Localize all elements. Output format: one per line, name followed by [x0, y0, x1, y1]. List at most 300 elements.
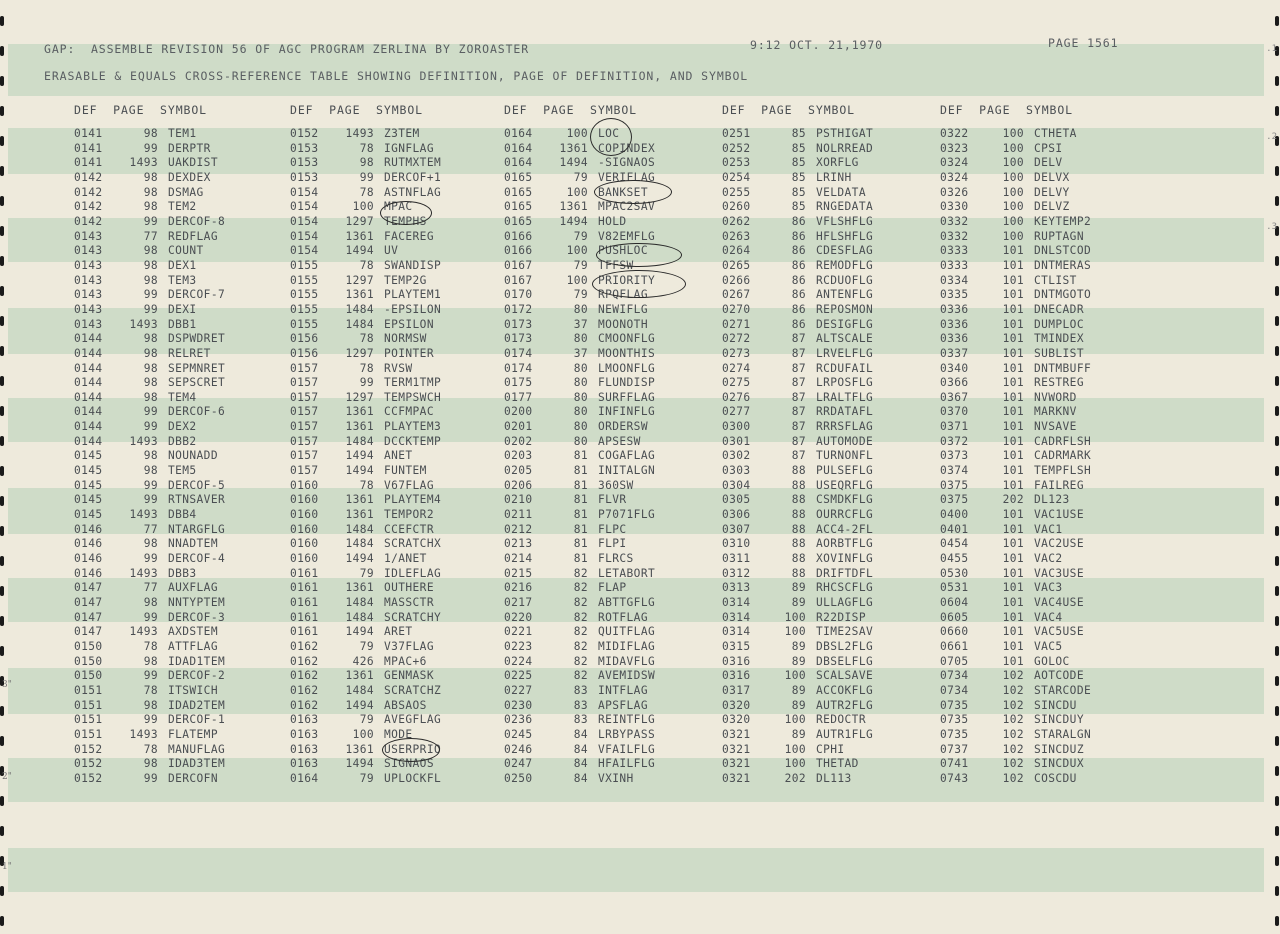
page-cell: 1484 — [345, 610, 374, 624]
feed-hole — [1275, 526, 1279, 536]
feed-hole — [0, 16, 4, 26]
xref-row — [940, 362, 1091, 377]
xref-row — [74, 405, 225, 420]
symbol-cell: TEM3 — [168, 273, 197, 287]
symbol-cell: LRPOSFLG — [816, 376, 874, 390]
page-cell: 102 — [1002, 742, 1024, 756]
xref-row — [940, 318, 1091, 333]
xref-row — [940, 669, 1091, 684]
xref-row — [940, 640, 1091, 655]
def-cell: 0302 — [722, 449, 751, 463]
def-cell: 0144 — [74, 376, 103, 390]
page-cell: 83 — [573, 698, 588, 712]
page-cell: 1361 — [345, 742, 374, 756]
xref-row — [504, 684, 655, 699]
xref-row — [290, 479, 441, 494]
xref-row — [74, 127, 225, 142]
xref-row — [74, 523, 225, 538]
symbol-cell: DELVX — [1034, 170, 1070, 184]
def-cell: 0142 — [74, 185, 103, 199]
page-cell: 87 — [791, 376, 806, 390]
feed-hole — [1275, 16, 1279, 26]
xref-row — [940, 493, 1091, 508]
page-cell: 78 — [359, 141, 374, 155]
xref-row — [940, 684, 1091, 699]
page-cell: 80 — [573, 302, 588, 316]
xref-row — [504, 537, 655, 552]
def-cell: 0324 — [940, 156, 969, 170]
symbol-cell: TEMP2G — [384, 273, 427, 287]
symbol-cell: SINCDU — [1034, 698, 1077, 712]
symbol-cell: AUTOMODE — [816, 434, 874, 448]
symbol-cell: REINTFLG — [598, 713, 656, 727]
xref-row — [722, 200, 873, 215]
def-cell: 0314 — [722, 596, 751, 609]
page-cell: 100 — [1002, 214, 1024, 228]
def-cell: 0162 — [290, 698, 319, 712]
page-cell: 1494 — [345, 552, 374, 566]
page-cell: 101 — [1002, 302, 1024, 316]
page-cell: 80 — [573, 332, 588, 346]
xref-row — [74, 171, 225, 186]
xref-row — [940, 757, 1091, 772]
feed-hole — [0, 646, 4, 656]
def-cell: 0336 — [940, 317, 969, 331]
symbol-cell: KEYTEMP2 — [1034, 214, 1092, 228]
symbol-cell: MIDIFLAG — [598, 639, 656, 653]
def-cell: 0157 — [290, 420, 319, 434]
xref-row — [290, 669, 441, 684]
page-cell: 86 — [791, 214, 806, 228]
xref-row — [722, 479, 873, 494]
symbol-cell: RUTMXTEM — [384, 156, 442, 170]
page-cell: 101 — [1002, 654, 1024, 668]
xref-row — [940, 596, 1091, 611]
def-cell: 0370 — [940, 405, 969, 419]
def-cell: 0251 — [722, 127, 751, 140]
page-cell: 98 — [143, 346, 158, 360]
xref-row — [940, 186, 1091, 201]
symbol-cell: TEM4 — [168, 390, 197, 404]
def-cell: 0735 — [940, 713, 969, 727]
feed-hole — [0, 586, 4, 596]
xref-row — [74, 303, 225, 318]
symbol-cell: FLAP — [598, 581, 627, 595]
symbol-cell: DNLSTCOD — [1034, 244, 1092, 258]
xref-row — [504, 743, 655, 758]
page-cell: 79 — [573, 229, 588, 243]
page-cell: 100 — [784, 669, 806, 683]
page-cell: 1484 — [345, 522, 374, 536]
page-cell: 100 — [784, 625, 806, 639]
def-cell: 0277 — [722, 405, 751, 419]
page-cell: 98 — [143, 332, 158, 346]
feed-hole — [1275, 166, 1279, 176]
xref-row — [290, 655, 441, 670]
ink-circle — [596, 243, 682, 267]
margin-mark: 3" — [2, 680, 12, 690]
xref-row — [74, 142, 225, 157]
xref-row — [722, 127, 873, 142]
def-cell: 0316 — [722, 654, 751, 668]
feed-hole — [0, 436, 4, 446]
symbol-cell: FAILREG — [1034, 478, 1084, 492]
def-cell: 0375 — [940, 493, 969, 507]
xref-row — [74, 391, 225, 406]
page-cell: 100 — [1002, 127, 1024, 140]
def-cell: 0314 — [722, 610, 751, 624]
xref-row — [290, 318, 441, 333]
page-cell: 84 — [573, 727, 588, 741]
def-cell: 0322 — [940, 127, 969, 140]
def-cell: 0605 — [940, 610, 969, 624]
page-cell: 101 — [1002, 244, 1024, 258]
feed-hole — [1275, 706, 1279, 716]
symbol-cell: ABTTGFLG — [598, 596, 656, 609]
def-cell: 0143 — [74, 317, 103, 331]
def-cell: 0272 — [722, 332, 751, 346]
def-cell: 0260 — [722, 200, 751, 214]
page-cell: 99 — [359, 170, 374, 184]
xref-row — [74, 376, 225, 391]
xref-column-3 — [504, 103, 656, 787]
feed-hole — [1275, 406, 1279, 416]
xref-row — [504, 391, 655, 406]
page-cell: 78 — [359, 185, 374, 199]
xref-row — [290, 493, 441, 508]
feed-hole — [1275, 376, 1279, 386]
feed-hole — [0, 286, 4, 296]
ink-circle — [590, 118, 632, 156]
xref-row — [74, 581, 225, 596]
symbol-cell: DELVZ — [1034, 200, 1070, 214]
page-cell: 1361 — [559, 141, 588, 155]
def-cell: 0236 — [504, 713, 533, 727]
symbol-cell: SINCDUZ — [1034, 742, 1084, 756]
def-cell: 0267 — [722, 288, 751, 302]
page-cell: 87 — [791, 361, 806, 375]
symbol-cell: NNTYPTEM — [168, 596, 226, 609]
def-cell: 0330 — [940, 200, 969, 214]
def-cell: 0333 — [940, 244, 969, 258]
xref-row — [504, 581, 655, 596]
symbol-cell: REDFLAG — [168, 229, 218, 243]
page-cell: 100 — [1002, 170, 1024, 184]
def-cell: 0147 — [74, 581, 103, 595]
symbol-cell: AVEMIDSW — [598, 669, 656, 683]
xref-row — [722, 625, 873, 640]
xref-row — [504, 699, 655, 714]
xref-row — [504, 376, 655, 391]
symbol-cell: R22DISP — [816, 610, 866, 624]
xref-row — [290, 552, 441, 567]
symbol-cell: CADRFLSH — [1034, 434, 1092, 448]
page-cell: 1361 — [345, 581, 374, 595]
xref-row — [74, 640, 225, 655]
symbol-cell: DL113 — [816, 771, 852, 785]
symbol-cell: TMINDEX — [1034, 332, 1084, 346]
page-cell: 99 — [143, 552, 158, 566]
xref-row — [940, 699, 1091, 714]
symbol-cell: MPAC2SAV — [598, 200, 656, 214]
page-cell: 1361 — [559, 200, 588, 214]
listing-page: PAGE 1561 — [1048, 36, 1119, 50]
def-cell: 0157 — [290, 376, 319, 390]
xref-row — [722, 537, 873, 552]
page-cell: 77 — [143, 581, 158, 595]
page-cell: 99 — [143, 288, 158, 302]
xref-row — [940, 420, 1091, 435]
page-cell: 87 — [791, 332, 806, 346]
symbol-cell: AORBTFLG — [816, 537, 874, 551]
symbol-cell: INTFLAG — [598, 683, 648, 697]
page-cell: 1361 — [345, 493, 374, 507]
feed-hole — [0, 166, 4, 176]
symbol-cell: -EPSILON — [384, 302, 442, 316]
def-cell: 0143 — [74, 302, 103, 316]
page-cell: 77 — [143, 229, 158, 243]
page-cell: 101 — [1002, 376, 1024, 390]
symbol-cell: CDESFLAG — [816, 244, 874, 258]
symbol-cell: MPAC — [384, 200, 413, 214]
xref-row — [722, 655, 873, 670]
def-cell: 0162 — [290, 669, 319, 683]
feed-hole — [1275, 346, 1279, 356]
symbol-cell: MPAC+6 — [384, 654, 427, 668]
def-cell: 0157 — [290, 405, 319, 419]
def-cell: 0154 — [290, 185, 319, 199]
page-cell: 101 — [1002, 273, 1024, 287]
symbol-cell: DESIGFLG — [816, 317, 874, 331]
def-cell: 0454 — [940, 537, 969, 551]
symbol-cell: TEM5 — [168, 464, 197, 478]
def-cell: 0144 — [74, 390, 103, 404]
feed-hole — [1275, 886, 1279, 896]
xref-row — [722, 596, 873, 611]
xref-row — [722, 640, 873, 655]
symbol-cell: TIME2SAV — [816, 625, 874, 639]
page-cell: 102 — [1002, 713, 1024, 727]
page-cell: 80 — [573, 361, 588, 375]
symbol-cell: FLRCS — [598, 552, 634, 566]
def-cell: 0154 — [290, 229, 319, 243]
symbol-cell: FLUNDISP — [598, 376, 656, 390]
page-cell: 82 — [573, 596, 588, 609]
page-cell: 98 — [143, 757, 158, 771]
symbol-cell: DSPWDRET — [168, 332, 226, 346]
def-cell: 0152 — [74, 771, 103, 785]
xref-row — [74, 625, 225, 640]
page-cell: 100 — [352, 200, 374, 214]
xref-row — [290, 274, 441, 289]
symbol-cell: V82EMFLG — [598, 229, 656, 243]
def-cell: 0153 — [290, 156, 319, 170]
symbol-cell: REMODFLG — [816, 258, 874, 272]
xref-row — [504, 493, 655, 508]
column-header: DEF PAGE SYMBOL — [504, 103, 638, 117]
symbol-cell: ABSAOS — [384, 698, 427, 712]
def-cell: 0317 — [722, 683, 751, 697]
page-cell: 102 — [1002, 757, 1024, 771]
symbol-cell: PUSHLOC — [598, 244, 648, 258]
def-cell: 0254 — [722, 170, 751, 184]
symbol-cell: USERPRIO — [384, 742, 442, 756]
xref-row — [722, 552, 873, 567]
def-cell: 0273 — [722, 346, 751, 360]
def-cell: 0153 — [290, 170, 319, 184]
def-cell: 0301 — [722, 434, 751, 448]
xref-row — [940, 537, 1091, 552]
page-cell: 1493 — [129, 156, 158, 170]
xref-row — [74, 435, 225, 450]
page-cell: 82 — [573, 610, 588, 624]
symbol-cell: VAC5 — [1034, 639, 1063, 653]
def-cell: 0143 — [74, 288, 103, 302]
def-cell: 0735 — [940, 698, 969, 712]
symbol-cell: UPLOCKFL — [384, 771, 442, 785]
xref-row — [290, 611, 441, 626]
xref-row — [722, 244, 873, 259]
def-cell: 0270 — [722, 302, 751, 316]
def-cell: 0212 — [504, 522, 533, 536]
def-cell: 0143 — [74, 258, 103, 272]
symbol-cell: CTLIST — [1034, 273, 1077, 287]
feed-hole — [1275, 496, 1279, 506]
def-cell: 0315 — [722, 639, 751, 653]
feed-hole — [1275, 586, 1279, 596]
def-cell: 0401 — [940, 522, 969, 536]
xref-row — [504, 347, 655, 362]
xref-row — [940, 713, 1091, 728]
def-cell: 0173 — [504, 332, 533, 346]
symbol-cell: PRIORITY — [598, 273, 656, 287]
symbol-cell: VERIFLAG — [598, 170, 656, 184]
def-cell: 0165 — [504, 200, 533, 214]
page-cell: 78 — [143, 639, 158, 653]
def-cell: 0230 — [504, 698, 533, 712]
page-cell: 89 — [791, 698, 806, 712]
def-cell: 0155 — [290, 288, 319, 302]
feed-hole — [1275, 616, 1279, 626]
page-cell: 101 — [1002, 405, 1024, 419]
def-cell: 0306 — [722, 508, 751, 522]
def-cell: 0530 — [940, 566, 969, 580]
def-cell: 0147 — [74, 596, 103, 609]
def-cell: 0163 — [290, 742, 319, 756]
page-cell: 98 — [143, 464, 158, 478]
def-cell: 0161 — [290, 625, 319, 639]
page-cell: 80 — [573, 376, 588, 390]
def-cell: 0147 — [74, 625, 103, 639]
def-cell: 0264 — [722, 244, 751, 258]
xref-row — [722, 405, 873, 420]
xref-row — [722, 669, 873, 684]
def-cell: 0310 — [722, 537, 751, 551]
symbol-cell: IDAD2TEM — [168, 698, 226, 712]
column-header: DEF PAGE SYMBOL — [722, 103, 856, 117]
symbol-cell: IGNFLAG — [384, 141, 434, 155]
xref-row — [722, 713, 873, 728]
page-cell: 101 — [1002, 478, 1024, 492]
def-cell: 0271 — [722, 317, 751, 331]
feed-hole — [1275, 826, 1279, 836]
symbol-cell: INFINFLG — [598, 405, 656, 419]
page-cell: 79 — [573, 170, 588, 184]
xref-row — [290, 684, 441, 699]
feed-hole — [1275, 856, 1279, 866]
ink-circle — [382, 738, 440, 762]
symbol-cell: FACEREG — [384, 229, 434, 243]
symbol-cell: OUTHERE — [384, 581, 434, 595]
def-cell: 0157 — [290, 434, 319, 448]
symbol-cell: DERCOF+1 — [384, 170, 442, 184]
def-cell: 0214 — [504, 552, 533, 566]
symbol-cell: 360SW — [598, 478, 634, 492]
page-cell: 87 — [791, 449, 806, 463]
symbol-cell: PULSEFLG — [816, 464, 874, 478]
page-cell: 80 — [573, 390, 588, 404]
xref-row — [940, 405, 1091, 420]
page-cell: 1484 — [345, 302, 374, 316]
def-cell: 0144 — [74, 405, 103, 419]
symbol-cell: VAC2 — [1034, 552, 1063, 566]
def-cell: 0172 — [504, 302, 533, 316]
def-cell: 0216 — [504, 581, 533, 595]
def-cell: 0174 — [504, 346, 533, 360]
page-cell: 99 — [143, 214, 158, 228]
page-cell: 80 — [573, 434, 588, 448]
page-cell: 88 — [791, 493, 806, 507]
xref-row — [504, 713, 655, 728]
xref-row — [722, 274, 873, 289]
def-cell: 0221 — [504, 625, 533, 639]
xref-row — [74, 772, 225, 787]
def-cell: 0203 — [504, 449, 533, 463]
def-cell: 0165 — [504, 170, 533, 184]
symbol-cell: DEX1 — [168, 258, 197, 272]
def-cell: 0660 — [940, 625, 969, 639]
def-cell: 0163 — [290, 713, 319, 727]
xref-row — [74, 655, 225, 670]
xref-row — [722, 420, 873, 435]
xref-row — [74, 156, 225, 171]
page-cell: 101 — [1002, 596, 1024, 609]
xref-row — [504, 567, 655, 582]
def-cell: 0155 — [290, 273, 319, 287]
xref-row — [74, 508, 225, 523]
def-cell: 0160 — [290, 478, 319, 492]
symbol-cell: DERCOFN — [168, 771, 218, 785]
page-cell: 1297 — [345, 273, 374, 287]
symbol-cell: DERCOF-3 — [168, 610, 226, 624]
symbol-cell: V37FLAG — [384, 639, 434, 653]
page-cell: 100 — [784, 757, 806, 771]
symbol-cell: SCRATCHZ — [384, 683, 442, 697]
page-cell: 101 — [1002, 639, 1024, 653]
symbol-cell: MOONTHIS — [598, 346, 656, 360]
xref-row — [940, 288, 1091, 303]
margin-mark: 1" — [2, 862, 12, 872]
xref-row — [940, 625, 1091, 640]
def-cell: 0366 — [940, 376, 969, 390]
symbol-cell: SIGNAOS — [384, 757, 434, 771]
page-cell: 101 — [1002, 332, 1024, 346]
def-cell: 0151 — [74, 713, 103, 727]
xref-row — [722, 186, 873, 201]
page-cell: 99 — [143, 405, 158, 419]
page-cell: 100 — [784, 610, 806, 624]
symbol-cell: QUITFLAG — [598, 625, 656, 639]
